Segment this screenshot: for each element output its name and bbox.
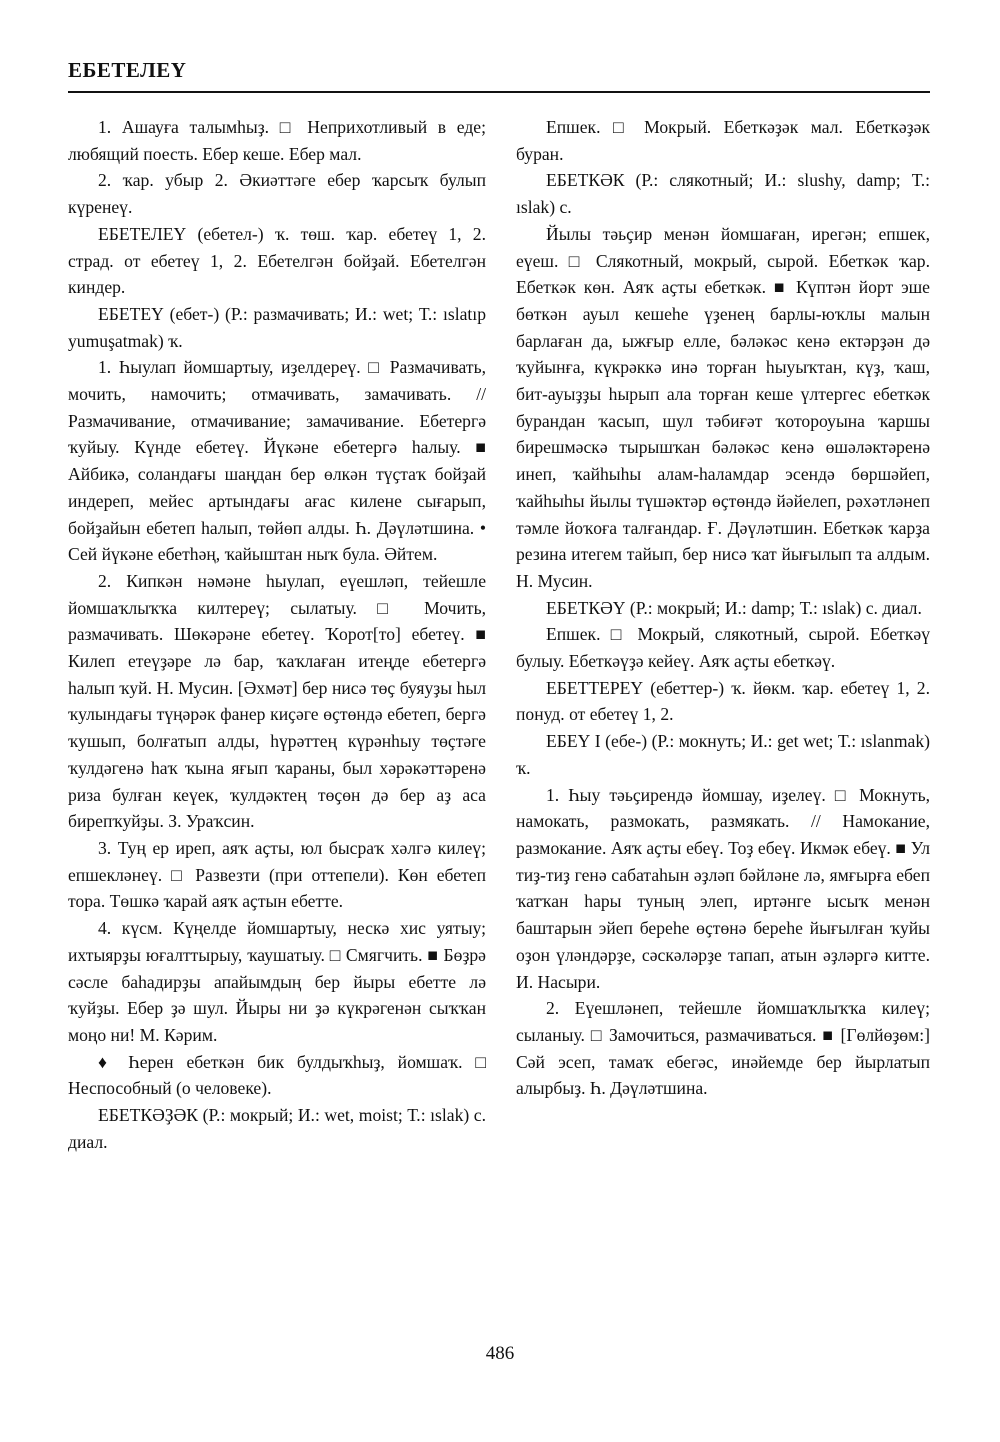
entry-paragraph: 4. күсм. Күңелде йомшартыу, нескә хис уятыу; ихтыярҙы юғалттырыу, ҡаушатыу. □ Смягчить. ■ Бөҙрә сәсле баһадирҙы апайымдың бер йыры ебетте лә ҡуйҙы. Ебер ҙә шул. Йыры ни ҙә күкрәгенән сыҡҡан моңо ни! М. Кәрим. <box>68 918 486 1045</box>
entry-paragraph: 2. Кипкән нәмәне һыулап, еүешләп, тейешле йомшаҡлыҡҡа килтереү; сылатыу. □ Мочить, размачивать. Шөкәрәне ебетеү. Ҡорот[то] ебетеү. ■ Килеп етеүҙәре лә бар, ҡаҡлаған итеңде ебетергә һалып ҡуй. Н. Мусин. [Әхмәт] бер нисә төҫ буяуҙы һыл ҡулындағы түңәрәк фанер киҫәге өҫтөндә ебетеп, бергә ҡушып, болғатып алды, һүрәттең күрәнһыу төҫтәге ҡулдәгенә һаҡ ҡына яғып ҡараны, был хәрәкәттәренә риза булған кеүек, ҡулдәктең төҫөн дә бер аҙ аса бирепҡуйҙы. З. Ураҡсин. <box>68 570 486 832</box>
entry-paragraph: 2. ҡар. убыр 2. Әкиәттәге ебер ҡарсыҡ булып күренеү. <box>68 170 486 218</box>
entry-paragraph: ЕБЕТКӘК (Р.: слякотный; И.: slushy, damp; Т.: ıslak) с. <box>516 170 930 218</box>
entry-paragraph: ЕБЕТКӘҮ (Р.: мокрый; И.: damp; Т.: ıslak) с. диал. <box>546 597 922 618</box>
entry-paragraph: ЕБЕТЕЛЕҮ (ебетел-) ҡ. төш. ҡар. ебетеү 1, 2. страд. от ебетеү 1, 2. Ебетелгән бойҙай. Ебетелгән киндер. <box>68 223 486 298</box>
entry-paragraph: 1. Һыу тәьҫирендә йомшау, иҙелеү. □ Мокнуть, намокать, размокать, размякать. // Намокание, размокание. Аяҡ аҫты ебеү. Тоҙ ебеү. Икмәк ебеү. ■ Ул тиҙ-тиҙ генә сабатаһын әҙләп бәйләне лә, ямғырға ебеп ҡатҡан һары туның элеп, иртәнге ысыҡ менән баштарын эйеп береһе өҫтөнә береһе йығылған ҡуйы оҙон үләндәрҙе, сәскәләрҙе тапап, атын әҙләргә китте. И. Насыри. <box>516 784 930 992</box>
running-head: ЕБЕТЕЛЕҮ <box>68 58 187 82</box>
left-column <box>68 114 486 1155</box>
entry-paragraph: ЕБЕТЕҮ (ебет-) (Р.: размачивать; И.: wet; Т.: ıslatıp yumuşatmak) ҡ. <box>68 303 486 351</box>
entry-paragraph: ЕБЕҮ I (ебе-) (Р.: мокнуть; И.: get wet; Т.: ıslanmak) ҡ. <box>516 731 930 778</box>
entry-paragraph: 1. Ашауға талымһыҙ. □ Неприхотливый в еде; любящий поесть. Ебер кеше. Ебер мал. <box>68 117 486 164</box>
entry-paragraph: Йылы тәьҫир менән йомшаған, ирегән; епшек, еүеш. □ Слякотный, мокрый, сырой. Ебеткәк ҡар. Ебеткәк көн. Аяҡ аҫты ебеткәк. ■ Күптән йорт эше бөткән ауыл кешеһе үҙенең барлы-юҡлы малын барлаған да, ыжғыр елле, бәләкәс кенә ектәрҙән дә ҡуйынға, күкрәккә инә торған һыуыҡтан, күҙ, ҡаш, бит-ауыҙҙы һырып ала торған кеше үлтергес ебеткәк бурандан ҡасып, шул тәбиғәт ҡотороуына ҡаршы бирешмәскә тырышҡан бәләкәс кенә өшәләктәренә инеп, ҡайһыһы алам-һаламдар эсендә бөршәйеп, ҡайһыһы йылы түшәктәр өҫтөндә йәйелеп, рәхәтләнеп тәмле йоҡоға талғандар. Ғ. Дәүләтшин. Ебеткәк ҡарҙа резина итегем тайып, бер нисә ҡат йығылып та алдым. Н. Мусин. <box>516 223 930 591</box>
page-number: 486 <box>485 1343 515 1364</box>
entry-paragraph: 1. Һыулап йомшартыу, иҙелдереү. □ Размачивать, мочить, намочить; отмачивать, замачивать. // Размачивание, отмачивание; замачивание. Ебетергә ҡуйыу. Күнде ебетеү. Йүкәне ебетергә һалыу. ■ Айбикә, соландағы шаңдан бер өлкән түҫтаҡ бойҙай индереп, мейес артындағы ағас килене сығарып, бойҙайын ебетеп һалып, төйөп алды. Һ. Дәүләтшина. • Сей йүкәне ебетһәң, ҡайыштан ныҡ була. Әйтем. <box>68 357 486 565</box>
entry-paragraph: Епшек. □ Мокрый. Ебеткәҙәк мал. Ебеткәҙәк буран. <box>516 117 930 164</box>
header-rule <box>68 91 930 93</box>
entry-paragraph: Епшек. □ Мокрый, слякотный, сырой. Ебеткәү булыу. Ебеткәүҙә кейеү. Аяҡ аҫты ебеткәү. <box>516 624 930 672</box>
entry-paragraph: 3. Туң ер иреп, аяҡ аҫты, юл бысраҡ хәлгә килеү; епшекләнеү. □ Развезти (при оттепели). Көн ебетеп тора. Төшкә ҡарай аяҡ аҫтын ебетте. <box>68 837 486 912</box>
entry-paragraph: ЕБЕТКӘҘӘК (Р.: мокрый; И.: wet, moist; Т.: ıslak) с. диал. <box>68 1105 486 1152</box>
entry-paragraph: ♦ Һерен ебеткән бик булдыҡһыҙ, йомшаҡ. □ Неспособный (о человеке). <box>68 1051 486 1099</box>
right-column <box>516 114 930 1102</box>
entry-paragraph: ЕБЕТТЕРЕҮ (ебеттер-) ҡ. йөкм. ҡар. ебетеү 1, 2. понуд. от ебетеү 1, 2. <box>516 677 930 725</box>
entry-paragraph: 2. Еүешләнеп, тейешле йомшаҡлыҡҡа килеү; сыланыу. □ Замочиться, размачиваться. ■ [Гөлйөҙөм:] Сәй эсеп, тамаҡ ебегәс, инәйемде бер йырлатып алырбыҙ. Һ. Дәүләтшина. <box>516 998 930 1099</box>
